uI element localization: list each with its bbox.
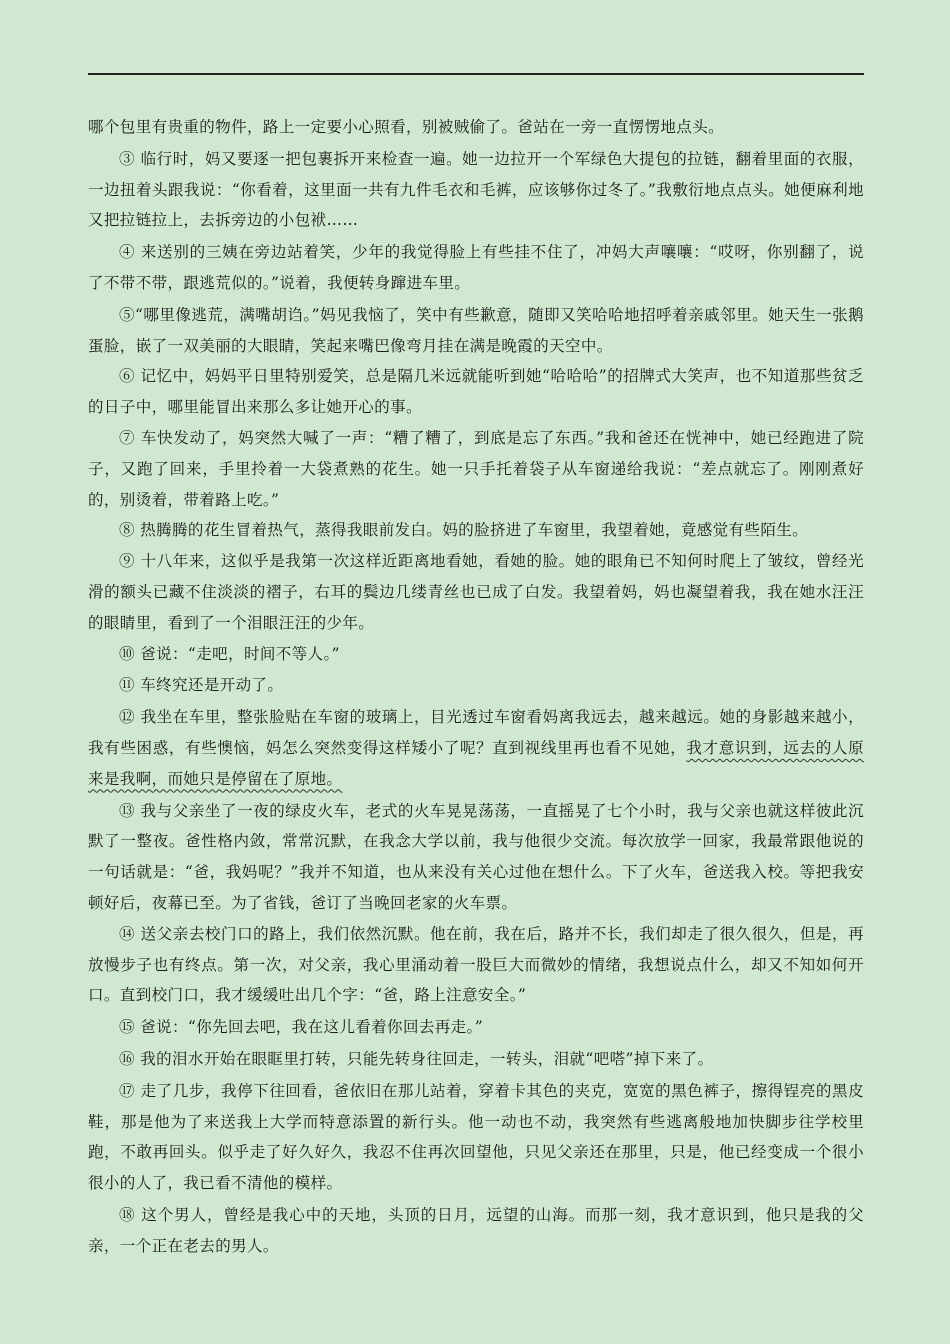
paragraph-12: [88, 702, 864, 794]
paragraph-3: ③ 临行时，妈又要逐一把包裹拆开来检查一遍。她一边拉开一个军绿色大提包的拉链，翻着里面的衣服，一边扭着头跟我说：“你看着，这里面一共有九件毛衣和毛裤，应该够你过冬了。”我敷衍地点点头。她便麻利地又把拉链拉上，去拆旁边的小包袱……: [88, 149, 864, 230]
paragraph-10: ⑩ 爸说：“走吧，时间不等人。”: [119, 644, 340, 663]
paragraph-8: ⑧ 热腾腾的花生冒着热气，蒸得我眼前发白。妈的脸挤进了车窗里，我望着她，竟感觉有些陌生。: [119, 521, 809, 540]
paragraph-14: ⑭ 送父亲去校门口的路上，我们依然沉默。他在前，我在后，路并不长，我们却走了很久很久，但是，再放慢步子也有终点。第一次，对父亲，我心里涌动着一股巨大而微妙的情绪，我想说点什么，却又不知如何开口。直到校门口，我才缓缓吐出几个字：“爸，路上注意安全。”: [88, 924, 864, 1005]
paragraph-18: ⑱ 这个男人，曾经是我心中的天地，头顶的日月，远望的山海。而那一刻，我才意识到，他只是我的父亲，一个正在老去的男人。: [88, 1205, 864, 1255]
paragraph-12-underlined-sentence: 我才意识到，远去的人原来是我啊，而她只是停留在了原地。: [88, 738, 864, 788]
paragraph-16: ⑯ 我的泪水开始在眼眶里打转，只能先转身往回走，一转头，泪就“吧嗒”掉下来了。: [119, 1049, 714, 1068]
paragraph-15: ⑮ 爸说：“你先回去吧，我在这儿看着你回去再走。”: [119, 1018, 484, 1037]
paragraph-7: ⑦ 车快发动了，妈突然大喊了一声：“糟了糟了，到底是忘了东西。”我和爸还在恍神中，她已经跑进了院子，又跑了回来，手里拎着一大袋煮熟的花生。她一只手托着袋子从车窗递给我说：“差点就忘了。刚刚煮好的，别烫着，带着路上吃。”: [88, 428, 864, 509]
paragraph-4: ④ 来送别的三姨在旁边站着笑，少年的我觉得脸上有些挂不住了，冲妈大声嚷嚷：“哎呀，你别翻了，说了不带不带，跟逃荒似的。”说着，我便转身蹿进车里。: [88, 243, 864, 292]
paragraph-11: ⑪ 车终究还是开动了。: [119, 676, 284, 695]
paragraph-17: ⑰ 走了几步，我停下往回看，爸依旧在那儿站着，穿着卡其色的夹克，宽宽的黑色裤子，擦得锃亮的黑皮鞋，那是他为了来送我上大学而特意添置的新行头。他一动也不动，我突然有些逃离般地加快脚步往学校里跑，不敢再回头。似乎走了好久好久，我忍不住再次回望他，只见父亲还在那里，只是，他已经变成一个很小很小的人了，我已看不清他的模样。: [88, 1081, 864, 1193]
paragraph-continued: 哪个包里有贵重的物件，路上一定要小心照看，别被贼偷了。爸站在一旁一直愣愣地点头。: [88, 118, 725, 136]
paragraph-9: ⑨ 十八年来，这似乎是我第一次这样近距离地看她，看她的脸。她的眼角已不知何时爬上了皱纹，曾经光滑的额头已藏不住淡淡的褶子，右耳的鬓边几缕青丝也已成了白发。我望着妈，妈也凝望着我，我在她水汪汪的眼睛里，看到了一个泪眼汪汪的少年。: [88, 552, 864, 632]
paragraph-6: ⑥ 记忆中，妈妈平日里特别爱笑，总是隔几米远就能听到她“哈哈哈”的招牌式大笑声，也不知道那些贫乏的日子中，哪里能冒出来那么多让她开心的事。: [88, 367, 864, 417]
paragraph-12-text: ⑫ 我坐在车里，整张脸贴在车窗的玻璃上，目光透过车窗看妈离我远去，越来越远。她的身影越来越小，我有些困惑，有些懊恼，妈怎么突然变得这样矮小了呢？直到视线里再也看不见她，: [88, 708, 864, 757]
paragraph-5: ⑤“哪里像逃荒，满嘴胡诌。”妈见我恼了，笑中有些歉意，随即又笑哈哈地招呼着亲戚邻里。她天生一张鹅蛋脸，嵌了一双美丽的大眼睛，笑起来嘴巴像弯月挂在满是晚霞的天空中。: [88, 305, 864, 355]
paragraph-13: ⑬ 我与父亲坐了一夜的绿皮火车，老式的火车晃晃荡荡，一直摇晃了七个小时，我与父亲也就这样彼此沉默了一整夜。爸性格内敛，常常沉默，在我念大学以前，我与他很少交流。每次放学一回家，我最常跟他说的一句话就是：“爸，我妈呢？”我并不知道，也从来没有关心过他在想什么。下了火车，爸送我入校。等把我安顿好后，夜幕已至。为了省钱，爸订了当晚回老家的火车票。: [88, 801, 864, 912]
article-body: [88, 112, 864, 1261]
header-rule: [88, 73, 864, 75]
